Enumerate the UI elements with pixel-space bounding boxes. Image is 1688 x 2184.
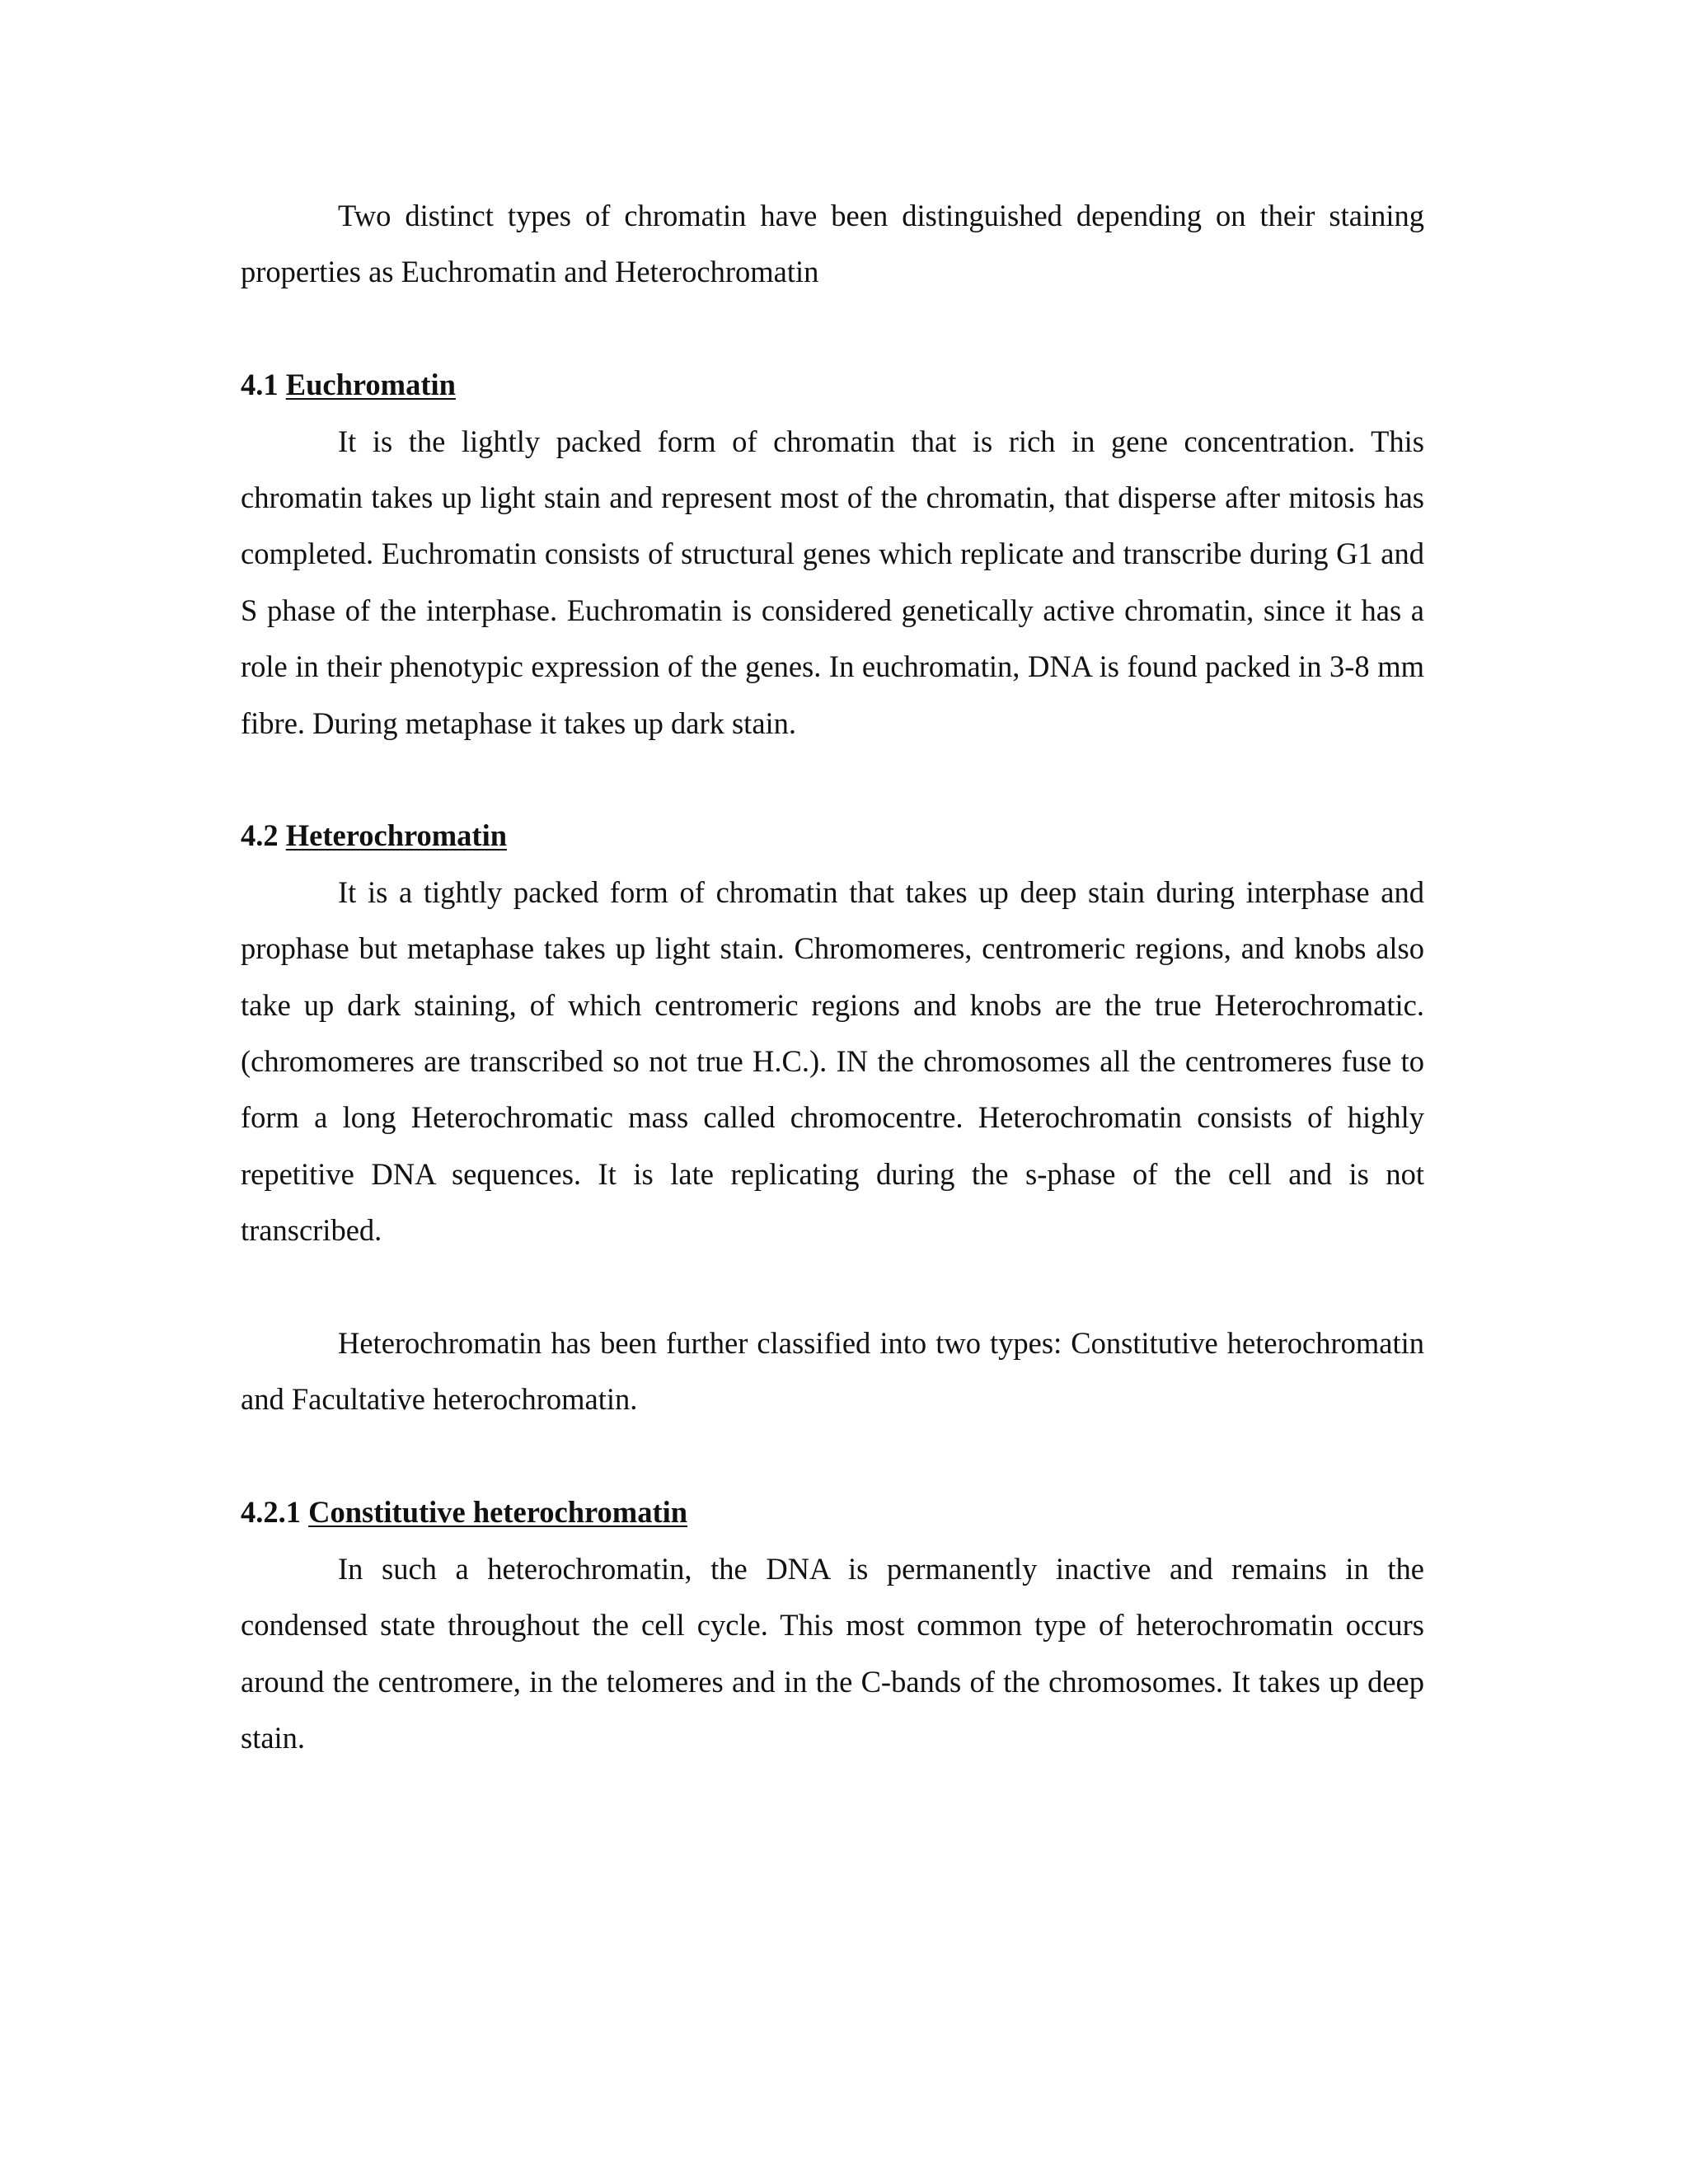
subsection-body: In such a heterochromatin, the DNA is permanently inactive and remains in the condensed state throughout the cell cycle. This most common type of heterochromatin occurs around the centromere, in the telomeres and in the C-bands of the chromosomes. It takes up deep stain.: [241, 1551, 1424, 1755]
spacer: [241, 301, 1424, 357]
classification-paragraph: Heterochromatin has been further classified into two types: Constitutive heterochromatin and Facultative heterochromatin.: [241, 1326, 1424, 1417]
section-body: It is a tightly packed form of chromatin that takes up deep stain during interphase and prophase but metaphase takes up light stain. Chromomeres, centromeric regions, and knobs also take up dark staining, of which centromeric regions and knobs are the true Heterochromatic. (chromomeres are transcribed so not true H.C.). IN the chromosomes all the centromeres fuse to form a long Heterochromatic mass called chromocentre. Heterochromatin consists of highly repetitive DNA sequences. It is late replicating during the s-phase of the cell and is not transcribed.: [241, 874, 1424, 1248]
intro-paragraph: Two distinct types of chromatin have been distinguished depending on their staining properties as Euchromatin and Heterochromatin: [241, 199, 1424, 289]
section-heading: [241, 357, 1424, 413]
section-title: Heterochromatin: [285, 818, 508, 853]
section-heterochromatin: [241, 808, 1424, 1258]
section-number: 4.1: [241, 368, 279, 402]
section-body: It is the lightly packed form of chromatin that is rich in gene concentration. This chromatin takes up light stain and represent most of the chromatin, that disperse after mitosis has completed. Euchromatin consists of structural genes which replicate and transcribe during G1 and S phase of the interphase. Euchromatin is considered genetically active chromatin, since it has a role in their phenotypic expression of the genes. In euchromatin, DNA is found packed in 3-8 mm fibre. During metaphase it takes up dark stain.: [241, 424, 1424, 740]
section-title: Euchromatin: [285, 368, 456, 402]
subsection-constitutive-heterochromatin: [241, 1484, 1424, 1766]
subsection-number: 4.2.1: [241, 1495, 301, 1530]
section-euchromatin: [241, 357, 1424, 752]
document-page: [241, 188, 1424, 1766]
section-heading: [241, 808, 1424, 864]
subsection-title: Constitutive heterochromatin: [308, 1495, 688, 1530]
subsection-heading: [241, 1484, 1424, 1540]
spacer: [241, 1259, 1424, 1315]
spacer: [241, 1428, 1424, 1484]
spacer: [241, 752, 1424, 808]
section-number: 4.2: [241, 818, 279, 853]
